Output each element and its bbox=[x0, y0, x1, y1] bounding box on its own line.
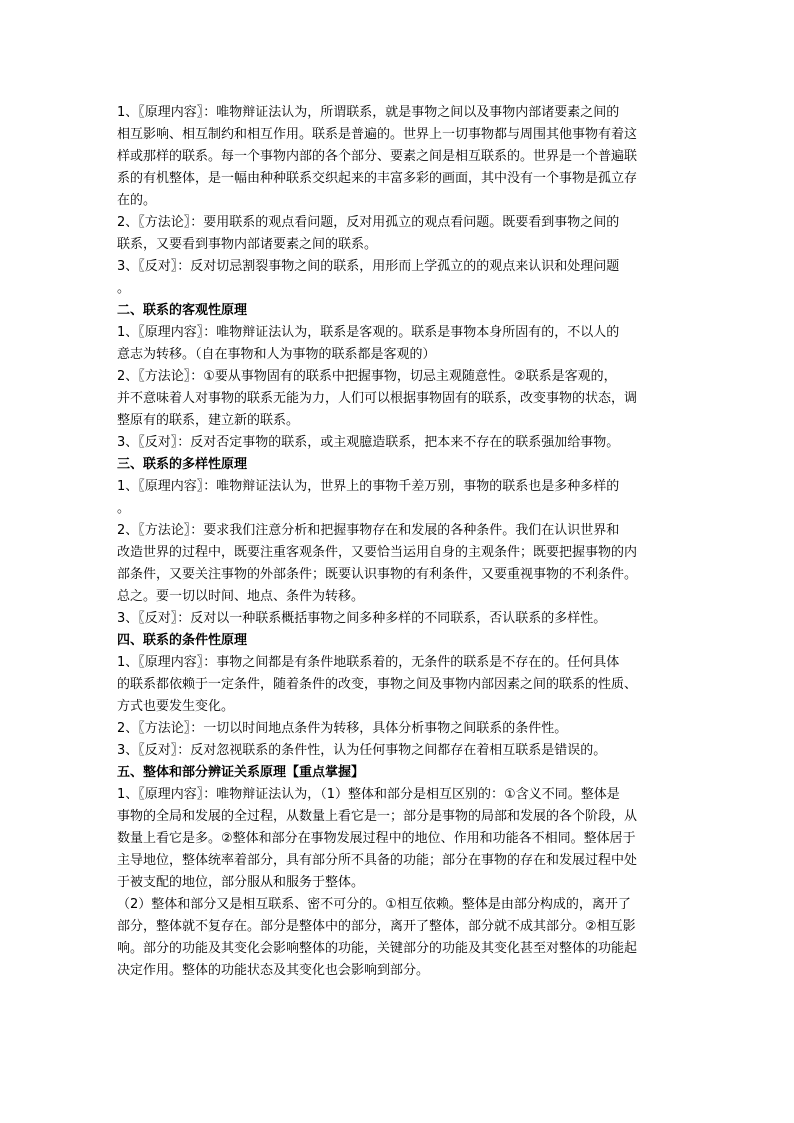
text-line: 联系，又要看到事物内部诸要素之间的联系。 bbox=[117, 237, 378, 252]
text-line: 总之。要一切以时间、地点、条件为转移。 bbox=[117, 589, 365, 604]
text-line: 1、〖原理内容〗：唯物辩证法认为，（1）整体和部分是相互区别的：①含义不同。整体是 bbox=[117, 787, 620, 802]
text-line: 3、〖反对〗：反对以一种联系概括事物之间多种多样的不同联系，否认联系的多样性。 bbox=[117, 611, 607, 626]
text-line: 1、〖原理内容〗：唯物辩证法认为，世界上的事物千差万别，事物的联系也是多种多样的 bbox=[117, 479, 620, 494]
text-line: 3、〖反对〗：反对否定事物的联系，或主观臆造联系，把本来不存在的联系强加给事物。 bbox=[117, 435, 620, 450]
text-line: 2、〖方法论〗：要用联系的观点看问题，反对用孤立的观点看问题。既要看到事物之间的 bbox=[117, 215, 620, 230]
text-line: 响。部分的功能及其变化会影响整体的功能，关键部分的功能及其变化甚至对整体的功能起 bbox=[117, 941, 638, 956]
text-line: 意志为转移。（自在事物和人为事物的联系都是客观的） bbox=[117, 347, 436, 362]
text-line: 主导地位，整体统率着部分，具有部分所不具备的功能；部分在事物的存在和发展过程中处 bbox=[117, 853, 638, 868]
section-heading: 三、联系的多样性原理 bbox=[117, 457, 248, 472]
text-line: 。 bbox=[117, 501, 131, 516]
document-body bbox=[117, 102, 677, 982]
text-line: 在的。 bbox=[117, 193, 157, 208]
text-line: 改造世界的过程中，既要注重客观条件，又要恰当运用自身的主观条件；既要把握事物的内 bbox=[117, 545, 638, 560]
text-line: 1、〖原理内容〗：唯物辩证法认为，联系是客观的。联系是事物本身所固有的，不以人的 bbox=[117, 325, 620, 340]
text-line: 决定作用。整体的功能状态及其变化也会影响到部分。 bbox=[117, 963, 430, 978]
text-line: 方式也要发生变化。 bbox=[117, 699, 235, 714]
section-heading: 二、联系的客观性原理 bbox=[117, 303, 248, 318]
text-line: 事物的全局和发展的全过程，从数量上看它是一；部分是事物的局部和发展的各个阶段，从 bbox=[117, 809, 638, 824]
text-line: （2）整体和部分又是相互联系、密不可分的。①相互依赖。整体是由部分构成的，离开了 bbox=[117, 897, 631, 912]
text-line: 3、〖反对〗：反对切忌割裂事物之间的联系，用形而上学孤立的的观点来认识和处理问题 bbox=[117, 259, 620, 274]
text-line: 2、〖方法论〗：①要从事物固有的联系中把握事物，切忌主观随意性。②联系是客观的， bbox=[117, 369, 617, 384]
text-line: 1、〖原理内容〗：唯物辩证法认为，所谓联系，就是事物之间以及事物内部诸要素之间的 bbox=[117, 105, 620, 120]
text-line: 的联系都依赖于一定条件，随着条件的改变，事物之间及事物内部因素之间的联系的性质、 bbox=[117, 677, 638, 692]
text-line: 2、〖方法论〗：一切以时间地点条件为转移，具体分析事物之间联系的条件性。 bbox=[117, 721, 568, 736]
section-heading: 四、联系的条件性原理 bbox=[117, 633, 248, 648]
text-line: 整原有的联系，建立新的联系。 bbox=[117, 413, 300, 428]
text-line: 数量上看它是多。②整体和部分在事物发展过程中的地位、作用和功能各不相同。整体居于 bbox=[117, 831, 636, 846]
text-line: 3、〖反对〗：反对忽视联系的条件性，认为任何事物之间都存在着相互联系是错误的。 bbox=[117, 743, 607, 758]
text-line: 样或那样的联系。每一个事物内部的各个部分、要素之间是相互联系的。世界是一个普遍联 bbox=[117, 149, 638, 164]
text-line: 相互影响、相互制约和相互作用。联系是普遍的。世界上一切事物都与周围其他事物有着这 bbox=[117, 127, 638, 142]
text-line: 2、〖方法论〗：要求我们注意分析和把握事物存在和发展的各种条件。我们在认识世界和 bbox=[117, 523, 620, 538]
text-line: 并不意味着人对事物的联系无能为力，人们可以根据事物固有的联系，改变事物的状态，调 bbox=[117, 391, 638, 406]
section-heading: 五、整体和部分辨证关系原理【重点掌握】 bbox=[117, 765, 365, 780]
text-line: 系的有机整体，是一幅由种种联系交织起来的丰富多彩的画面，其中没有一个事物是孤立存 bbox=[117, 171, 638, 186]
text-line: 。 bbox=[117, 281, 131, 296]
text-line: 部分，整体就不复存在。部分是整体中的部分，离开了整体，部分就不成其部分。②相互影 bbox=[117, 919, 636, 934]
text-line: 1、〖原理内容〗：事物之间都是有条件地联系着的，无条件的联系是不存在的。任何具体 bbox=[117, 655, 620, 670]
text-line: 部条件，又要关注事物的外部条件；既要认识事物的有利条件，又要重视事物的不利条件。 bbox=[117, 567, 638, 582]
text-line: 于被支配的地位，部分服从和服务于整体。 bbox=[117, 875, 365, 890]
